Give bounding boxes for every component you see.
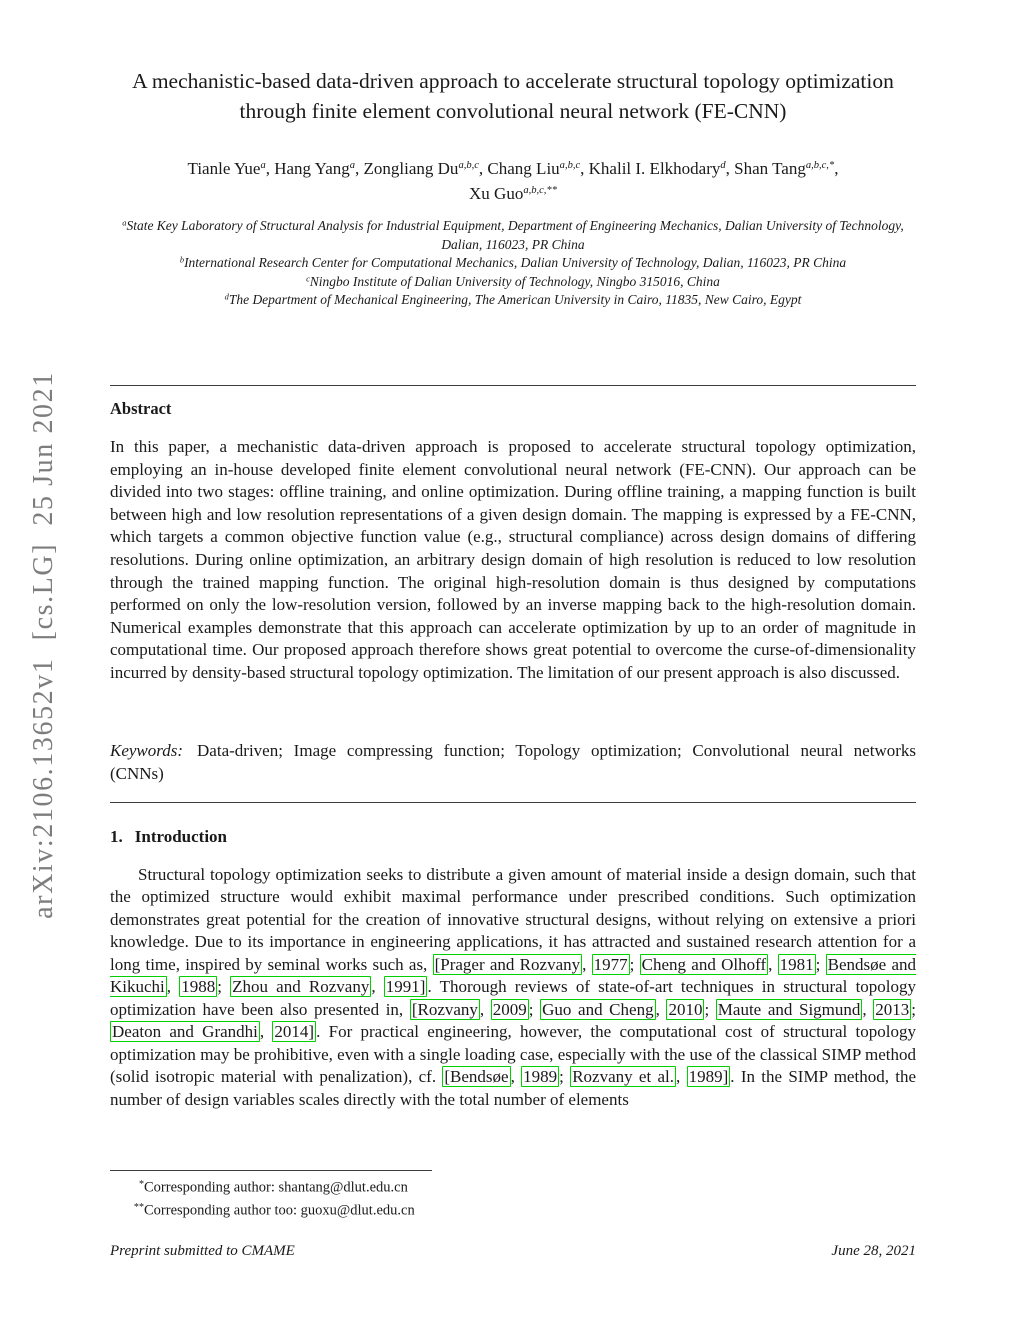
citation-link[interactable]: Cheng and Olhoff: [641, 954, 767, 974]
divider-introduction: [110, 802, 916, 803]
divider-top: [110, 385, 916, 386]
abstract-heading: Abstract: [110, 399, 172, 418]
citation-link[interactable]: 1981: [779, 954, 814, 974]
citation-link[interactable]: 1977: [593, 954, 628, 974]
footnote-item: *Corresponding author: shantang@dlut.edu.cn: [110, 1175, 594, 1198]
author-affiliation-marks: a,b,c: [559, 160, 581, 172]
footnote-list: [110, 1175, 594, 1221]
citation-link[interactable]: [Prager and Rozvany: [434, 954, 581, 974]
author-affiliation-marks: a: [349, 160, 356, 172]
author-affiliation-marks: a,b,c: [458, 160, 479, 172]
author-name: Khalil I. Elkhodary: [588, 159, 721, 178]
section-title: Introduction: [134, 827, 228, 846]
affiliation-item: $^c$Ningbo Institute of Dalian University of Technology, Ningbo 315016, China: [306, 273, 720, 289]
citation-link[interactable]: Zhou and Rozvany: [232, 977, 370, 997]
author-name: Chang Liu: [487, 159, 560, 178]
abstract-body: In this paper, a mechanistic data-driven approach is proposed to accelerate structural topology optimization, employing an in-house developed finite element convolutional neural network (FE-CNN). Our approach can be divided into two stages: offline training, and online optimization. During offline training, a mapping function is built between high and low resolution representations of a given design domain. The mapping is expressed by a FE-CNN, which targets a common objective function value (e.g., structural compliance) across design domains of differing resolutions. During online optimization, an arbitrary design domain of high resolution is reduced to low resolution through the trained mapping function. The original high-resolution domain is thus designed by computations performed on only the low-resolution version, followed by an inverse mapping back to the high-resolution domain. Numerical examples demonstrate that this approach can accelerate optimization by up to an order of magnitude in computational time. Our proposed approach therefore shows great potential to overcome the curse-of-dimensionality incurred by density-based structural topology optimization. The limitation of our present approach is also discussed.: [110, 437, 916, 682]
page-footer: [110, 1243, 916, 1260]
citation-link[interactable]: [Bendsøe: [444, 1067, 509, 1087]
citation-link[interactable]: 2014]: [274, 1022, 315, 1042]
author-name: Tianle Yue: [187, 159, 261, 178]
author-line-2: [110, 181, 916, 206]
author-affiliation-marks: a,b,c,*: [805, 160, 835, 172]
footnote-rule: [110, 1170, 432, 1171]
affiliation-mark: b: [179, 255, 185, 265]
citation-link[interactable]: Maute and Sigmund: [717, 999, 861, 1019]
section-number: 1.: [110, 827, 123, 846]
author-affiliation-marks: d: [720, 160, 726, 172]
affiliation-mark: d: [224, 292, 229, 302]
author-affiliation-marks: a: [260, 160, 266, 172]
affiliation-mark: c: [306, 274, 310, 284]
keywords: [110, 740, 916, 785]
preprint-note: Preprint submitted to CMAME: [110, 1243, 295, 1259]
citation-link[interactable]: 1989: [523, 1067, 558, 1087]
intro-paragraph: Structural topology optimization seeks to distribute a given amount of material inside a design domain, such that the optimized structure would exhibit maximal performance under prescribed conditions. Such optimization demonstrates great potential for the creation of innovative structural designs, without relying on extensive a priori knowledge. Due to its importance in engineering applications, it has attracted and sustained research attention for a long time, inspired by seminal works such as, [Prager and Rozvany , 1977 ; Cheng and Olhoff , 1981 ; Bendsøe and Kikuchi , 1988 ; Zhou and Rozvany , 1991] . Thorough reviews of state-of-art techniques in structural topology optimization have been also presented in, [Rozvany , 2009 ; Guo and Cheng , 2010 ; Maute and Sigmund , 2013 ; Deaton and Grandhi , 2014] . For practical engineering, however, the computational cost of structural topology optimization may be prohibitive, even with a single loading case, especially with the use of the classical SIMP method (solid isotropic material with penalization), cf. [Bendsøe , 1989 ; Rozvany et al. , 1989] . In the SIMP method, the number of design variables scales directly with the total number of elements: [110, 865, 917, 1109]
keywords-label: Keywords:: [110, 741, 184, 760]
affiliation-list: [110, 217, 916, 310]
citation-link[interactable]: 2010: [668, 999, 703, 1019]
author-affiliation-marks: a,b,c,**: [523, 185, 557, 197]
author-line-1: Tianle Yue$^a$, Hang Yang$^a$, Zongliang Du$^{a,b,c}$, Chang Liu$^{a,b,c}$, Khalil I. Elkhodary$^d$, Shan Tang$^{a,b,c,*}$,: [187, 159, 839, 178]
submission-date: June 28, 2021: [831, 1243, 916, 1259]
author-list: [110, 156, 916, 206]
paper-content: [110, 0, 916, 1325]
citation-link[interactable]: Guo and Cheng: [542, 999, 654, 1019]
footnote-mark: *: [138, 1179, 144, 1190]
citation-link[interactable]: Deaton and Grandhi: [112, 1022, 258, 1042]
citation-link[interactable]: 1989]: [688, 1067, 729, 1087]
author-name: Zongliang Du: [363, 159, 459, 178]
affiliation-item: $^d$The Department of Mechanical Engineering, The American University in Cairo, 11835, New Cairo, Egypt: [224, 292, 802, 308]
citation-link[interactable]: 1988: [181, 977, 216, 997]
paper-title: A mechanistic-based data-driven approach to accelerate structural topology optimization through finite element convolutional neural network (FE-CNN): [132, 69, 894, 123]
author-name: Xu Guo: [469, 184, 524, 203]
footnote-item: **Corresponding author too: guoxu@dlut.edu.cn: [110, 1198, 594, 1221]
keywords-text: Data-driven; Image compressing function; Topology optimization; Convolutional neural networks (CNNs): [110, 741, 916, 783]
arxiv-watermark: arXiv:2106.13652v1 [cs.LG] 25 Jun 2021: [28, 371, 59, 919]
section-heading-introduction: [110, 827, 227, 847]
citation-link[interactable]: [Rozvany: [411, 999, 478, 1019]
affiliation-mark: a: [122, 218, 127, 228]
author-name: Shan Tang: [734, 159, 806, 178]
citation-link[interactable]: Rozvany et al.: [572, 1067, 675, 1087]
citation-link[interactable]: 2013: [875, 999, 910, 1019]
author-name: Hang Yang: [274, 159, 350, 178]
footnote-mark: **: [133, 1202, 144, 1214]
citation-link[interactable]: 2009: [492, 999, 527, 1019]
citation-link[interactable]: Bendsøe and Kikuchi: [110, 954, 916, 997]
affiliation-item: $^b$International Research Center for Computational Mechanics, Dalian University of Technology, Dalian, 116023, PR China: [179, 255, 847, 271]
affiliation-item: $^a$State Key Laboratory of Structural Analysis for Industrial Equipment, Department of Engineering Mechanics, Dalian University of Technology, Dalian, 116023, PR China: [122, 218, 904, 252]
citation-link[interactable]: 1991]: [385, 977, 426, 997]
